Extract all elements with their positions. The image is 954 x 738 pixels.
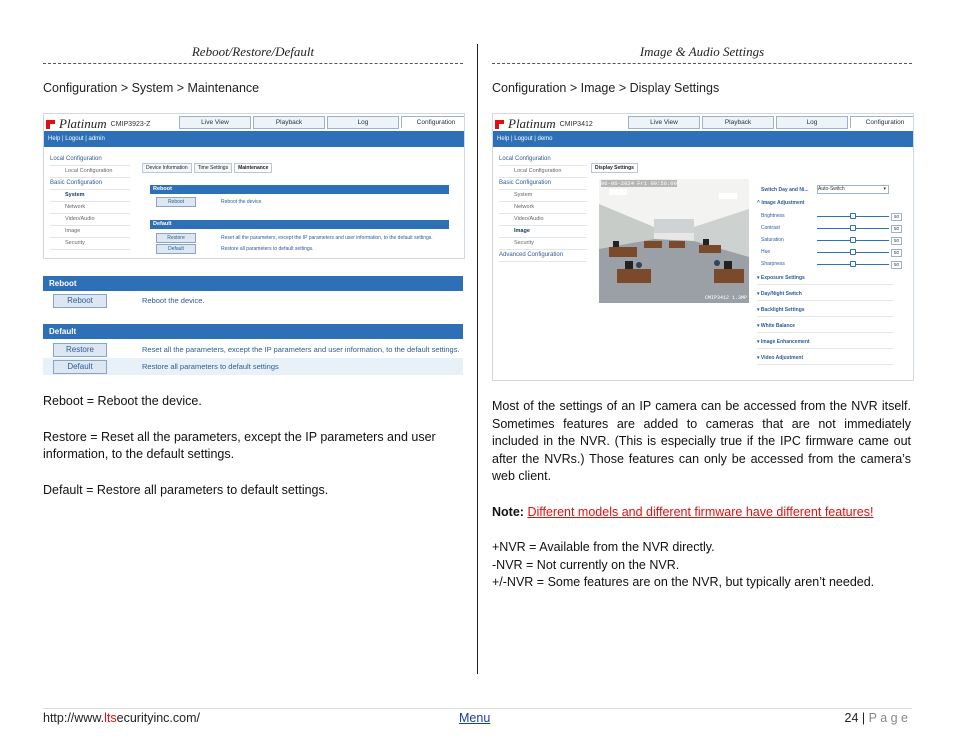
- slider-value[interactable]: 50: [891, 213, 902, 221]
- help-logout-user[interactable]: Help | Logout | demo: [497, 136, 553, 142]
- footer-divider: [43, 708, 912, 709]
- url-suffix: ecurityinc.com/: [116, 711, 200, 725]
- switch-label: Switch Day and Ni...: [761, 187, 809, 193]
- brand-name: Platinum: [59, 116, 107, 131]
- sidebar-item-local-config[interactable]: Local Configuration: [50, 166, 130, 178]
- brand-logo: [46, 116, 150, 132]
- reboot-text: Reboot = Reboot the device.: [43, 394, 202, 408]
- display-settings-screenshot: [492, 113, 914, 381]
- section-white-balance[interactable]: [757, 320, 893, 333]
- slider-handle[interactable]: [850, 249, 856, 255]
- subtab-maintenance[interactable]: Maintenance: [234, 163, 272, 173]
- reboot-desc: Reboot the device.: [142, 296, 205, 305]
- caret-icon: ▾: [757, 307, 761, 313]
- logo-icon: [495, 120, 504, 129]
- slider-handle[interactable]: [850, 237, 856, 243]
- sidebar-item-system[interactable]: System: [499, 190, 587, 202]
- brand-logo-right: [495, 116, 593, 132]
- slider-handle[interactable]: [850, 261, 856, 267]
- tab-live-view[interactable]: Live View: [628, 116, 700, 129]
- sidebar-item-system[interactable]: System: [50, 190, 130, 202]
- sidebar-item-network[interactable]: Network: [499, 202, 587, 214]
- top-bar: [493, 131, 913, 147]
- menu-link[interactable]: Menu: [459, 711, 491, 725]
- page-number: [845, 711, 909, 725]
- tab-configuration[interactable]: Configuration: [401, 116, 465, 128]
- default-header: Default: [43, 324, 463, 339]
- timestamp-overlay: 06-06-2024 Fri 09:56:09: [601, 180, 677, 187]
- slider-label: Contrast: [761, 225, 780, 231]
- subtab-display-settings[interactable]: Display Settings: [591, 163, 638, 173]
- slider-label: Hue: [761, 249, 771, 255]
- url-prefix: http://www.: [43, 711, 105, 725]
- sidebar-basic-header[interactable]: Basic Configuration: [499, 178, 587, 190]
- section-label: Backlight Settings: [760, 307, 805, 313]
- slider-handle[interactable]: [850, 225, 856, 231]
- reboot-button[interactable]: Reboot: [53, 294, 107, 308]
- model-name: CMIP3412: [559, 120, 593, 128]
- sidebar-item-image[interactable]: Image: [50, 226, 130, 238]
- right-section-title: Image & Audio Settings: [492, 44, 912, 64]
- top-bar: [44, 131, 464, 147]
- subtab-time-settings[interactable]: Time Settings: [194, 163, 232, 173]
- sidebar-advanced-header[interactable]: Advanced Configuration: [499, 250, 587, 262]
- subtab-device-info[interactable]: Device Information: [142, 163, 192, 173]
- footer-url[interactable]: [43, 711, 200, 725]
- mini-default-button[interactable]: Default: [156, 244, 196, 254]
- nvr-both: +/-NVR = Some features are on the NVR, but typically aren’t needed.: [492, 575, 875, 589]
- switch-select[interactable]: [817, 185, 889, 194]
- slider-value[interactable]: 50: [891, 237, 902, 245]
- switch-select-value: Auto-Switch: [818, 186, 845, 192]
- slider-handle[interactable]: [850, 213, 856, 219]
- tab-live-view[interactable]: Live View: [179, 116, 251, 129]
- tab-playback[interactable]: Playback: [702, 116, 774, 129]
- section-label: Exposure Settings: [760, 275, 805, 281]
- tab-configuration[interactable]: Configuration: [850, 116, 914, 128]
- default-desc: Restore all parameters to default settings: [142, 362, 279, 371]
- section-backlight[interactable]: [757, 304, 893, 317]
- sidebar-item-security[interactable]: Security: [50, 238, 130, 250]
- slider-value[interactable]: 50: [891, 261, 902, 269]
- sidebar-item-local-config[interactable]: Local Configuration: [499, 166, 587, 178]
- camera-label-overlay: CMIP3412 1.3MP: [704, 295, 747, 301]
- section-video-adjustment[interactable]: [757, 352, 893, 365]
- slider-value[interactable]: 50: [891, 249, 902, 257]
- sidebar-basic-header[interactable]: Basic Configuration: [50, 178, 130, 190]
- note-line: [492, 504, 911, 522]
- section-label: Video Adjustment: [760, 355, 804, 361]
- section-label: Day/Night Switch: [760, 291, 802, 297]
- mini-reboot-header: Reboot: [150, 185, 449, 194]
- url-brand: lts: [104, 711, 117, 725]
- right-breadcrumb: Configuration > Image > Display Settings: [492, 81, 720, 95]
- tab-log[interactable]: Log: [327, 116, 399, 129]
- left-text: [43, 393, 463, 499]
- page-sep: |: [858, 711, 869, 725]
- default-button[interactable]: Default: [53, 360, 107, 374]
- left-section-title: Reboot/Restore/Default: [43, 44, 463, 64]
- section-day-night[interactable]: [757, 288, 893, 301]
- section-image-enhancement[interactable]: [757, 336, 893, 349]
- sidebar-local-header[interactable]: Local Configuration: [50, 154, 130, 166]
- sidebar-item-video-audio[interactable]: Video/Audio: [499, 214, 587, 226]
- section-label: White Balance: [760, 323, 796, 329]
- mini-default-header: Default: [150, 220, 449, 229]
- image-adjustment-header[interactable]: [757, 200, 804, 206]
- note-text: Different models and different firmware have different features!: [527, 504, 874, 519]
- caret-icon: ▾: [757, 355, 761, 361]
- restore-text: Restore = Reset all the parameters, except the IP parameters and user information, to the default settings.: [43, 429, 436, 461]
- chevron-down-icon: ▾: [883, 186, 886, 192]
- note-label: Note:: [492, 504, 524, 519]
- caret-up-icon: ^: [757, 200, 762, 206]
- tab-playback[interactable]: Playback: [253, 116, 325, 129]
- brand-name: Platinum: [508, 116, 556, 131]
- page-word: P a g e: [868, 711, 908, 725]
- mini-restore-button[interactable]: Restore: [156, 233, 196, 243]
- restore-desc: Reset all the parameters, except the IP parameters and user information, to the default settings.: [142, 345, 460, 354]
- mini-default-desc: Restore all parameters to default settings.: [221, 246, 314, 252]
- caret-icon: ▾: [757, 339, 761, 345]
- logo-icon: [46, 120, 55, 129]
- page-num: 24: [844, 711, 859, 725]
- caret-icon: ▾: [757, 275, 761, 281]
- nvr-minus: -NVR = Not currently on the NVR.: [492, 557, 680, 572]
- caret-icon: ▾: [757, 323, 761, 329]
- help-logout-user[interactable]: Help | Logout | admin: [48, 136, 105, 142]
- slider-label: Brightness: [761, 213, 785, 219]
- maintenance-screenshot: [43, 113, 465, 259]
- mini-restore-desc: Reset all the parameters, except the IP parameters and user information, to the default settings.: [221, 235, 433, 241]
- section-label: Image Enhancement: [760, 339, 810, 345]
- sidebar-item-video-audio[interactable]: Video/Audio: [50, 214, 130, 226]
- slider-value[interactable]: 50: [891, 225, 902, 233]
- caret-icon: ▾: [757, 291, 761, 297]
- sidebar: [50, 154, 130, 250]
- section-exposure[interactable]: [757, 272, 893, 285]
- image-adjustment-label: Image Adjustment: [761, 200, 805, 206]
- intro-paragraph: Most of the settings of an IP camera can be accessed from the NVR itself. Sometimes features are added to cameras that are not immediately included in the NVR. (This is especially true if the IPC firmware came out after the NVRs.) Those features can only be accessed from the camera’s web client.: [492, 399, 911, 483]
- right-text: [492, 398, 911, 592]
- maintenance-enlarged: [43, 274, 463, 374]
- slider-label: Saturation: [761, 237, 784, 243]
- office-scene-image: [599, 179, 749, 303]
- default-text: Default = Restore all parameters to default settings.: [43, 482, 329, 497]
- model-name: CMIP3923-Z: [110, 120, 151, 128]
- tab-log[interactable]: Log: [776, 116, 848, 129]
- sidebar: [499, 154, 587, 262]
- sidebar-local-header[interactable]: Local Configuration: [499, 154, 587, 166]
- camera-preview: [599, 179, 749, 303]
- sidebar-item-security[interactable]: Security: [499, 238, 587, 250]
- slider-label: Sharpness: [761, 261, 785, 267]
- mini-reboot-desc: Reboot the device.: [221, 199, 263, 205]
- mini-reboot-button[interactable]: Reboot: [156, 197, 196, 207]
- sidebar-item-network[interactable]: Network: [50, 202, 130, 214]
- nvr-plus: +NVR = Available from the NVR directly.: [492, 540, 715, 554]
- left-breadcrumb: Configuration > System > Maintenance: [43, 81, 260, 95]
- column-divider: [477, 44, 478, 674]
- sidebar-item-image[interactable]: Image: [499, 226, 587, 238]
- reboot-header: Reboot: [43, 276, 463, 291]
- restore-button[interactable]: Restore: [53, 343, 107, 357]
